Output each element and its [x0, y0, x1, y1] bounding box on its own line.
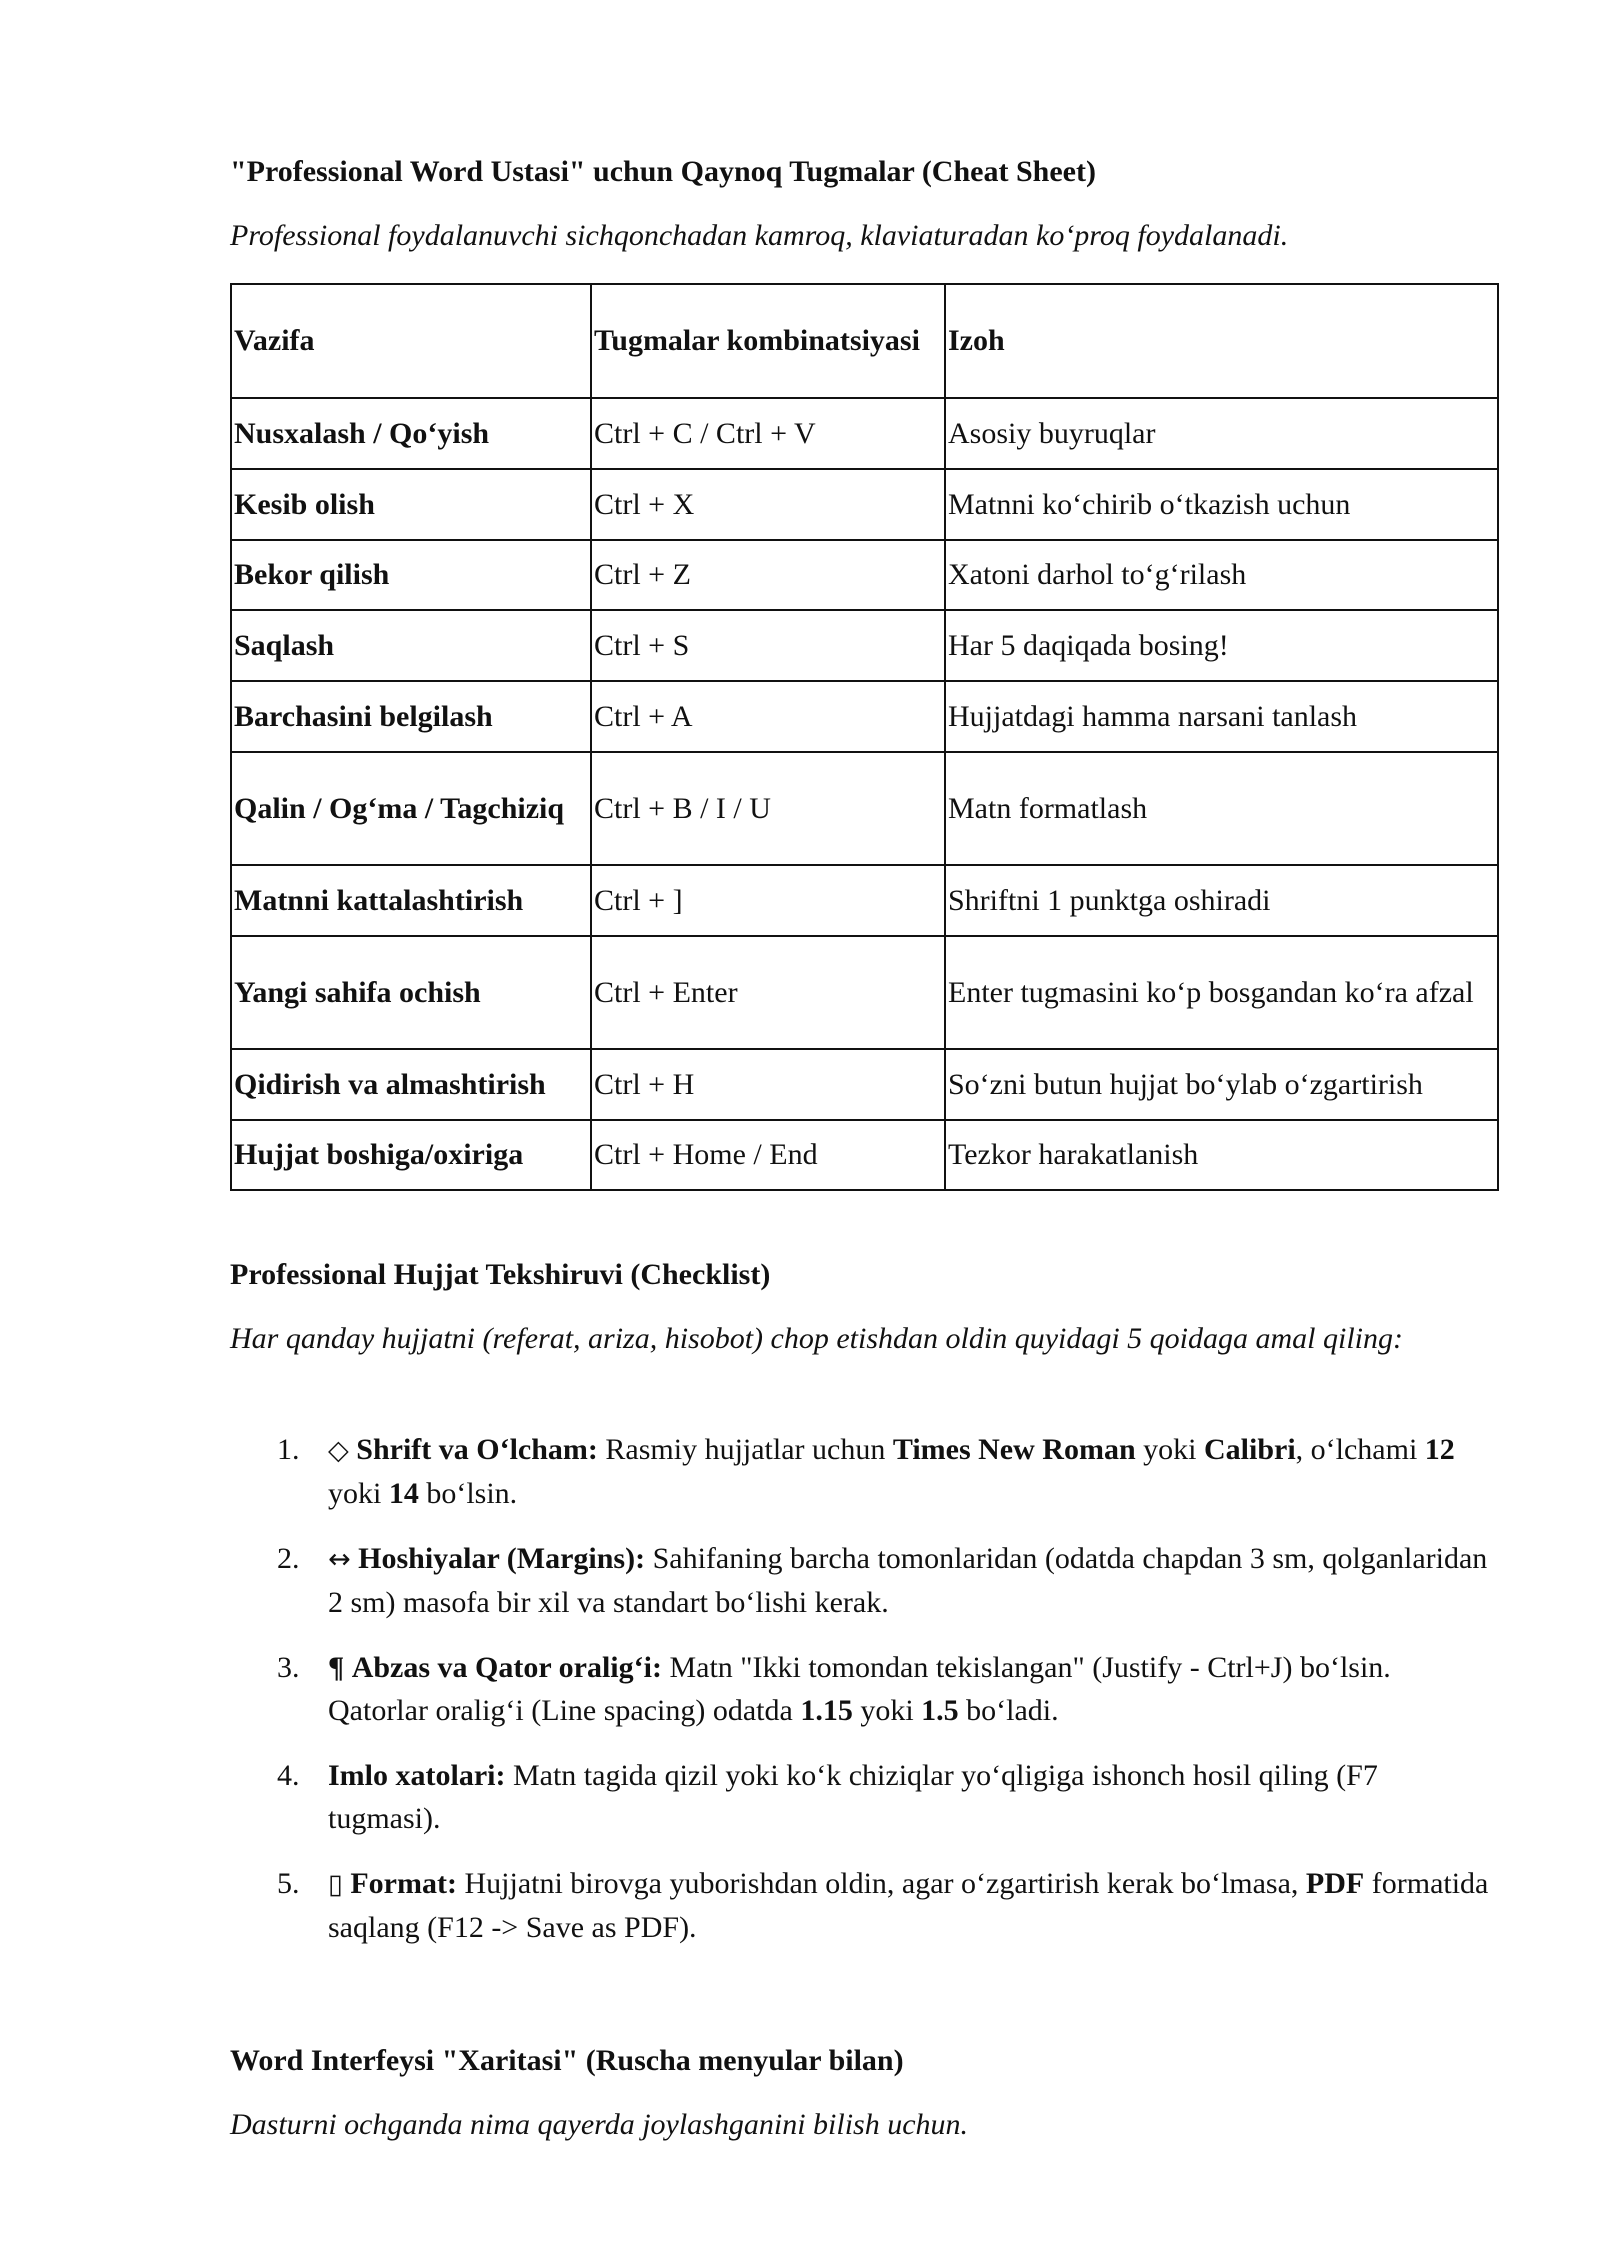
item-bold: 14 [388, 1477, 419, 1510]
item-text: Rasmiy hujjatlar uchun [597, 1433, 893, 1466]
item-label: Hoshiyalar (Margins): [358, 1542, 646, 1575]
item-text: bo‘ladi. [958, 1694, 1059, 1727]
item-label: Format: [350, 1867, 457, 1900]
cheat-sheet-title: "Professional Word Ustasi" uchun Qaynoq Tugmalar (Cheat Sheet) [230, 155, 1096, 188]
table-header-row [231, 284, 1498, 398]
table-row [231, 865, 1498, 936]
task-cell: Bekor qilish [231, 540, 591, 610]
item-text: Hujjatni birovga yuborishdan oldin, agar o‘zgartirish kerak bo‘lmasa, [456, 1867, 1306, 1900]
note-cell: Hujjatdagi hamma narsani tanlash [945, 681, 1498, 752]
item-label: Abzas va Qator oralig‘i: [351, 1651, 662, 1684]
keys-cell: Ctrl + X [591, 469, 945, 540]
item-text: , o‘lchami [1295, 1433, 1425, 1466]
keys-cell: Ctrl + Z [591, 540, 945, 610]
checklist-title: Professional Hujjat Tekshiruvi (Checklist) [230, 1258, 771, 1291]
item-text: yoki [1135, 1433, 1204, 1466]
checklist-subtitle: Har qanday hujjatni (referat, ariza, hisobot) chop etishdan oldin quyidagi 5 qoidaga amal qiling: [230, 1322, 1404, 1355]
task-cell: Qalin / Og‘ma / Tagchiziq [231, 752, 591, 865]
item-number: 1. [277, 1433, 300, 1466]
task-cell: Nusxalash / Qo‘yish [231, 398, 591, 469]
table-row [231, 540, 1498, 610]
item-number: 2. [277, 1542, 300, 1575]
task-cell: Saqlash [231, 610, 591, 681]
keys-cell: Ctrl + A [591, 681, 945, 752]
item-bold: Calibri [1203, 1433, 1296, 1466]
table-row [231, 1049, 1498, 1120]
task-cell: Yangi sahifa ochish [231, 936, 591, 1049]
task-cell: Kesib olish [231, 469, 591, 540]
item-bold: PDF [1305, 1867, 1365, 1900]
task-cell: Qidirish va almashtirish [231, 1049, 591, 1120]
item-text: yoki [328, 1477, 389, 1510]
interface-map-subtitle: Dasturni ochganda nima qayerda joylashganini bilish uchun. [230, 2108, 969, 2141]
note-cell: So‘zni butun hujjat bo‘ylab o‘zgartirish [945, 1049, 1498, 1120]
left-right-arrow-icon: ↔ [328, 1544, 351, 1575]
keys-cell: Ctrl + S [591, 610, 945, 681]
table-row [231, 469, 1498, 540]
table-row [231, 752, 1498, 865]
missing-glyph-icon: ▯ [328, 1869, 343, 1900]
note-cell: Matn formatlash [945, 752, 1498, 865]
item-bold: 1.15 [800, 1694, 853, 1727]
note-cell: Asosiy buyruqlar [945, 398, 1498, 469]
keys-cell: Ctrl + C / Ctrl + V [591, 398, 945, 469]
task-cell: Hujjat boshiga/oxiriga [231, 1120, 591, 1190]
header-vazifa: Vazifa [231, 284, 591, 398]
list-item [230, 1646, 1496, 1732]
note-cell: Shriftni 1 punktga oshiradi [945, 865, 1498, 936]
list-item [230, 1862, 1496, 1949]
keys-cell: Ctrl + Home / End [591, 1120, 945, 1190]
item-text: formatida saqlang (F12 -> Save as PDF). [328, 1867, 1489, 1944]
keys-cell: Ctrl + B / I / U [591, 752, 945, 865]
item-text: bo‘lsin. [418, 1477, 518, 1510]
table-row [231, 1120, 1498, 1190]
note-cell: Enter tugmasini ko‘p bosgandan ko‘ra afzal [945, 936, 1498, 1049]
item-number: 4. [277, 1759, 300, 1792]
header-izoh: Izoh [945, 284, 1498, 398]
item-text: Sahifaning barcha tomonlaridan (odatda chapdan 3 sm, qolganlaridan 2 sm) masofa bir xil va standart bo‘lishi kerak. [328, 1542, 1488, 1619]
task-cell: Barchasini belgilash [231, 681, 591, 752]
item-number: 5. [277, 1867, 300, 1900]
checklist [230, 1428, 1496, 1971]
note-cell: Har 5 daqiqada bosing! [945, 610, 1498, 681]
shortcuts-table [230, 283, 1499, 1191]
table-row [231, 610, 1498, 681]
list-item [230, 1428, 1496, 1515]
item-text: yoki [852, 1694, 922, 1727]
note-cell: Matnni ko‘chirib o‘tkazish uchun [945, 469, 1498, 540]
item-label: Shrift va O‘lcham: [356, 1433, 598, 1466]
item-bold: Times New Roman [892, 1433, 1136, 1466]
keys-cell: Ctrl + Enter [591, 936, 945, 1049]
item-bold: 1.5 [921, 1694, 959, 1727]
note-cell: Tezkor harakatlanish [945, 1120, 1498, 1190]
keys-cell: Ctrl + H [591, 1049, 945, 1120]
item-number: 3. [277, 1651, 300, 1684]
table-row [231, 681, 1498, 752]
header-tugmalar: Tugmalar kombinatsiyasi [591, 284, 945, 398]
table-row [231, 936, 1498, 1049]
item-bold: 12 [1424, 1433, 1455, 1466]
item-text: Matn tagida qizil yoki ko‘k chiziqlar yo‘qligiga ishonch hosil qiling (F7 tugmasi). [328, 1759, 1378, 1835]
task-cell: Matnni kattalashtirish [231, 865, 591, 936]
item-label: Imlo xatolari: [328, 1759, 506, 1792]
keys-cell: Ctrl + ] [591, 865, 945, 936]
item-text: Matn "Ikki tomondan tekislangan" (Justify - Ctrl+J) bo‘lsin. Qatorlar oralig‘i (Line spacing) odatda [328, 1651, 1391, 1727]
list-item [230, 1537, 1496, 1624]
interface-map-title: Word Interfeysi "Xaritasi" (Ruscha menyular bilan) [230, 2044, 904, 2077]
note-cell: Xatoni darhol to‘g‘rilash [945, 540, 1498, 610]
cheat-sheet-subtitle: Professional foydalanuvchi sichqonchadan kamroq, klaviaturadan ko‘proq foydalanadi. [230, 219, 1289, 252]
list-item [230, 1754, 1496, 1840]
table-row [231, 398, 1498, 469]
tag-icon: ◇ [328, 1435, 349, 1466]
pilcrow-icon: ¶ [328, 1651, 345, 1684]
